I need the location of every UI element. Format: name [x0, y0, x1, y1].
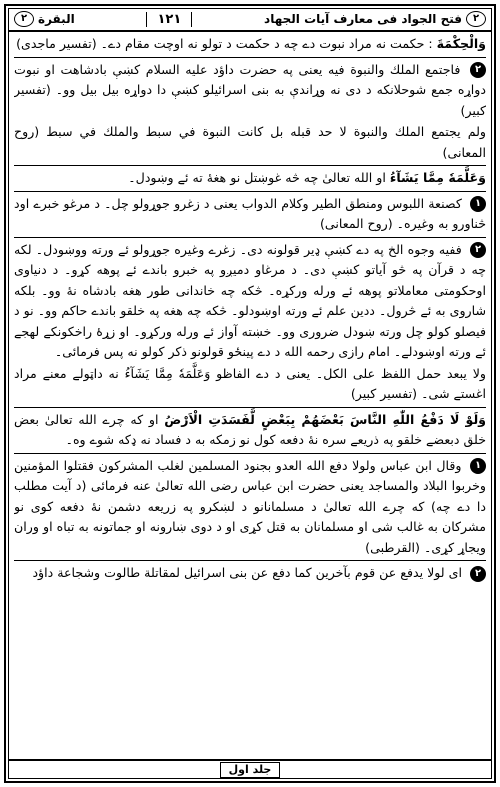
- quran-phrase: وَعَلَّمَهٗ مِمَّا يَشَآءُ: [389, 170, 486, 185]
- paragraph: [14, 168, 486, 189]
- paragraph: [14, 194, 486, 235]
- paragraph-text: ای لولا يدفع عن قوم بآخرين كما دفع عن بنی اسرائيل لمقاتلة طالوت وشجاعة داؤد: [32, 565, 462, 580]
- divider: [14, 165, 486, 166]
- header-page-number: ۱۲۱: [146, 12, 192, 27]
- paragraph-text: او که چرے الله تعالیٰ بعض خلق دبعضے خلقو په ذریعے سره نهٔ دفعه کول نو زمکه به د فساد نه ډکه شوے وه۔: [14, 411, 486, 447]
- header-book-title: فتح الجواد فی معارف آیات الجهاد: [264, 12, 462, 26]
- header-right-marker: ۲: [466, 11, 486, 27]
- divider: [14, 57, 486, 58]
- paragraph: [14, 563, 486, 584]
- header-surah-block: [8, 11, 81, 27]
- paragraph-text: ولا يبعد حمل اللفظ على الكل۔ یعنی د دے الفاظو وَعَلَّمَهٗ مِمَّا يَشَآءُ نه داټولے معنے مراد اغستے شی۔ (تفسیر کبیر): [14, 365, 486, 401]
- divider: [14, 407, 486, 408]
- volume-label: جلد اول: [220, 762, 281, 778]
- paragraph-text: فاجتمع الملك والنبوة فيه یعنی په حضرت داؤد علیه السلام کښې بادشاهت او نبوت دواړه جمع شوحلانکه د دی نه وړاندې به بنی اسرائیلو کښې دا دواړه بیل بیل وو۔ (تفسیر کبیر): [14, 61, 486, 118]
- paragraph: [14, 364, 486, 405]
- paragraph: [14, 456, 486, 559]
- point-number-badge: ۲: [470, 62, 486, 78]
- paragraph-text: ففيه وجوه الخ په دے کښې ډیر قولونه دی۔ زغرے وغیره جوړولو ئے ورته ووښودل۔ لکه چه د قرآن په څو آیاتو کښې دی۔ د مرغاو دمیږو په خبرو باندے ئے پوهه کړو۔ د دنیاوی اوحکومتی معاملاتو پوهه ئے ورله ورکړه۔ څکه چه خاندانی طور هغه بادشاه نهٔ وو۔ بلکه شاروی به ئے څرول۔ ددین علم ئے ورته اوښودلو۔ څکه چه هغه په خلقو باندے حاکم وو۔ نو د فیصلو کولو چل ورته ښودل ضروری وو۔ خښته آواز ئے ورله ورکړو۔ او زړهٔ راخکونکے لهجے ئے ورته اوښودلے۔ امام رازی رحمه الله د دے پینځو قولونو ذکر کولو نه پس فرمائی۔: [14, 241, 486, 359]
- header-volume-marker: ۲: [14, 11, 34, 27]
- point-number-badge: ۱: [470, 458, 486, 474]
- point-number-badge: ۲: [470, 242, 486, 258]
- paragraph: [14, 34, 486, 55]
- divider: [14, 560, 486, 561]
- header-title-block: [258, 11, 492, 27]
- paragraph: [14, 240, 486, 363]
- paragraph-text: ولم يجتمع الملك والنبوة لا حد قبله بل كانت النبوة في سبط والملك في سبط (روح المعانی): [14, 124, 486, 160]
- divider: [14, 191, 486, 192]
- point-number-badge: ۲: [470, 566, 486, 582]
- quran-phrase: وَالْحِكْمَةَ: [436, 36, 486, 51]
- paragraph: [14, 410, 486, 451]
- page-body: [14, 34, 486, 757]
- paragraph-text: کصنعة اللبوس ومنطق الطير وكلام الدواب یعنی د زغرو جوړولو چل۔ د مرغو خبرے اود څناورو به وغیره۔ (روح المعانی): [14, 195, 486, 231]
- page-footer: [8, 759, 492, 779]
- page-header: [8, 8, 492, 32]
- paragraph: [14, 60, 486, 122]
- paragraph-text: او الله تعالیٰ چه څه غوښتل نو هغهٔ ته ئے وښودل۔: [128, 170, 386, 185]
- point-number-badge: ۱: [470, 196, 486, 212]
- paragraph-text: : حکمت نه مراد نبوت دے چه د حکمت د تولو نه اوچت مقام دے۔ (تفسیر ماجدی): [16, 36, 433, 51]
- paragraph: [14, 122, 486, 163]
- quran-phrase: وَلَوْ لَا دَفْعُ اللّٰهِ النَّاسَ بَعْضَهُمْ بِبَعْضٍ لَّفَسَدَتِ الْاَرْضُ: [164, 411, 486, 427]
- paragraph-text: وقال ابن عباس ولولا دفع الله العدو بجنود المسلمين لغلب المشركون فقتلوا المؤمنين وخربوا البلاد والمساجد یعنی حضرت ابن عباس رضی الله تعالیٰ عنه فرمائی (د آیت مطلب دا دے چه) که چرے الله تعالیٰ د مسلمانانو د لښکرو په زریعه دشمن نهٔ دفعه کوی نو مشرکان به غالب شی او مسلمانان به قتل کړی او د دوی ښارونه او جماتونه به تباه او وران ویجاړ کړی۔ (القرطبی): [14, 457, 486, 555]
- divider: [14, 237, 486, 238]
- header-surah-name: البقرة: [38, 12, 75, 26]
- divider: [14, 453, 486, 454]
